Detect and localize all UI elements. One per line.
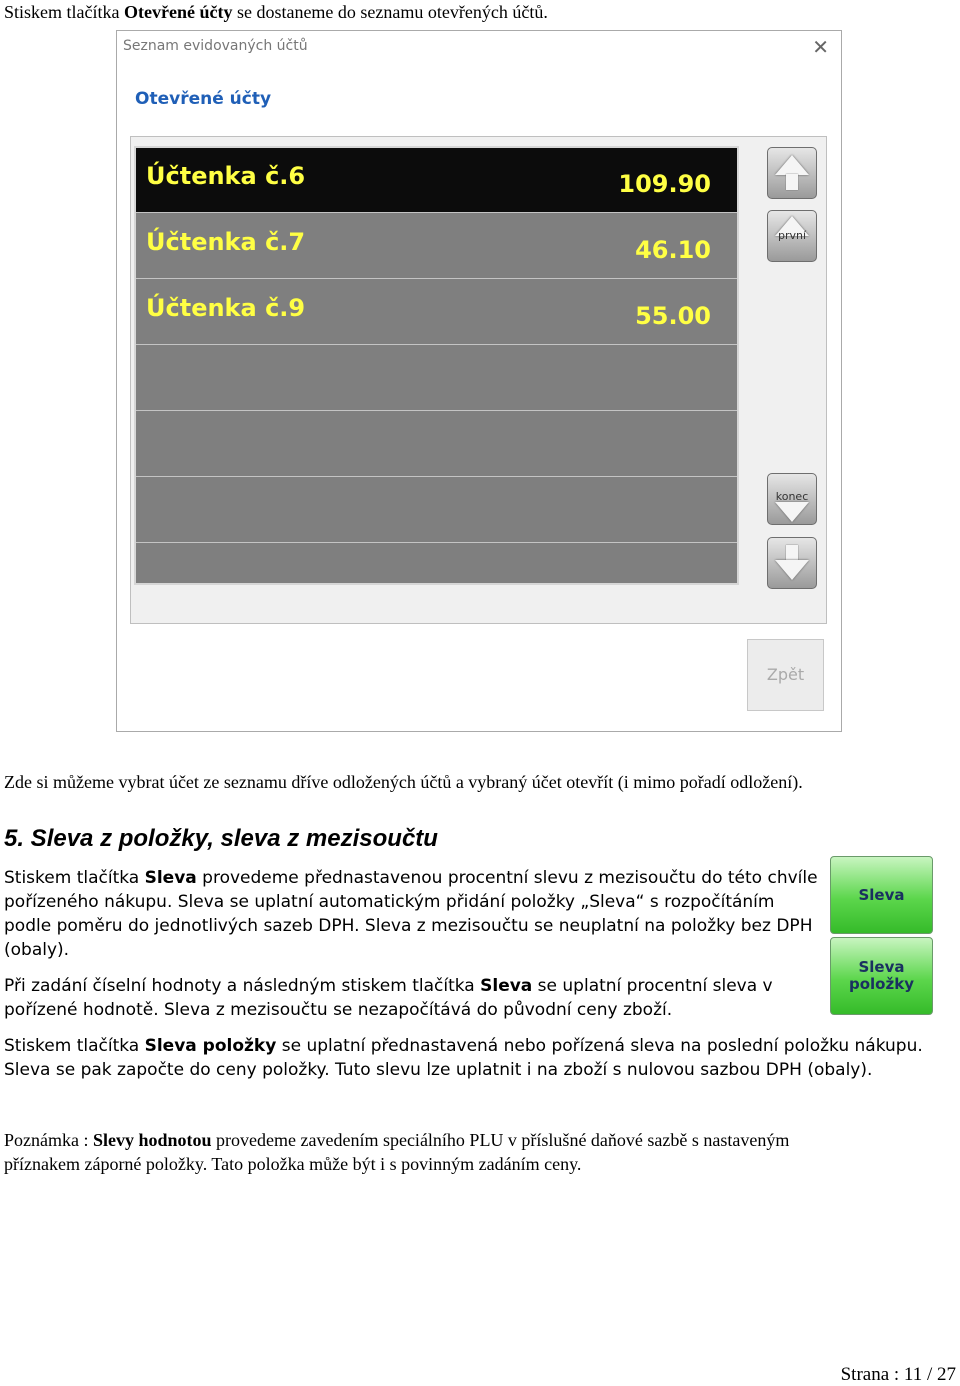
dialog-subtitle: Otevřené účty xyxy=(135,89,272,109)
receipt-list xyxy=(134,146,739,585)
dialog-explanation: Zde si můžeme vybrat účet ze seznamu dříve odložených účtů a vybraný účet otevřít (i mimo pořadí odložení). xyxy=(4,772,803,792)
text-span: se uplatní přednastavená nebo pořízená sleva na poslední položku nákupu. xyxy=(276,1036,923,1056)
scroll-last-button[interactable] xyxy=(767,473,817,525)
p1-line3: podle poměru do jednotlivých sazeb DPH. Sleva z mezisoučtu se neuplatní na položky bez DPH xyxy=(4,916,813,936)
text-span: Poznámka : xyxy=(4,1130,93,1150)
arrow-up-stem xyxy=(786,174,798,190)
text-span: Při zadání číselní hodnoty a následným stiskem tlačítka xyxy=(4,976,481,996)
arrow-down-icon xyxy=(775,502,809,522)
page-number: Strana : 11 / 27 xyxy=(840,1364,956,1385)
sleva-button[interactable] xyxy=(830,856,933,934)
scroll-down-button[interactable] xyxy=(767,537,817,589)
bold-term: Slevy hodnotou xyxy=(92,1130,212,1150)
accounts-dialog xyxy=(116,30,842,732)
receipt-name: Účtenka č.9 xyxy=(146,294,306,322)
receipt-row[interactable] xyxy=(136,280,737,345)
button-label: Sleva xyxy=(858,958,905,976)
receipt-name: Účtenka č.6 xyxy=(146,162,306,190)
p3-line1 xyxy=(4,1034,923,1058)
receipt-amount: 109.90 xyxy=(618,170,711,198)
button-label: Sleva xyxy=(858,885,905,904)
text-span: provedeme přednastavenou procentní slevu z mezisoučtu do této chvíle xyxy=(196,868,818,888)
text-span: Stiskem tlačítka xyxy=(4,1036,145,1056)
text-span: provedeme zavedením speciálního PLU v příslušné daňové sazbě s nastaveným xyxy=(211,1130,790,1150)
receipt-amount: 55.00 xyxy=(635,302,711,330)
intro-bold: Otevřené účty xyxy=(123,2,233,22)
text-span: se uplatní procentní sleva v xyxy=(532,976,773,996)
section-heading: 5. Sleva z položky, sleva z mezisoučtu xyxy=(4,825,438,852)
text-span: Stiskem tlačítka xyxy=(4,868,145,888)
receipt-row[interactable] xyxy=(136,412,737,477)
p1-line1 xyxy=(4,866,818,890)
last-label: konec xyxy=(775,490,809,503)
p2-line1 xyxy=(4,974,773,998)
arrow-down-stem xyxy=(786,545,798,561)
p3-line2: Sleva se pak započte do ceny položky. Tuto slevu lze uplatnit i na zboží s nulovou sazbou DPH (obaly). xyxy=(4,1060,873,1080)
back-button[interactable]: Zpět xyxy=(747,639,824,711)
receipt-row[interactable] xyxy=(136,478,737,543)
first-label: první xyxy=(777,229,807,242)
intro-text xyxy=(4,0,548,24)
scroll-first-button[interactable] xyxy=(767,210,817,262)
bold-term: Sleva položky xyxy=(144,1036,277,1056)
bold-term: Sleva xyxy=(144,868,197,888)
note-line2: příznakem záporné položky. Tato položka může být i s povinným zadáním ceny. xyxy=(4,1154,582,1174)
p1-line4: (obaly). xyxy=(4,940,70,960)
sleva-polozky-button[interactable] xyxy=(830,937,933,1015)
receipt-amount: 46.10 xyxy=(635,236,711,264)
receipt-row[interactable] xyxy=(136,148,737,213)
p2-line2: pořízené hodnotě. Sleva z mezisoučtu se nezapočítává do původní ceny zboží. xyxy=(4,1000,673,1020)
intro-pre: Stiskem tlačítka xyxy=(4,2,124,22)
bold-term: Sleva xyxy=(480,976,533,996)
dialog-title: Seznam evidovaných účtů xyxy=(123,38,308,54)
arrow-up-icon xyxy=(775,155,809,175)
scroll-up-button[interactable] xyxy=(767,147,817,199)
note-line1 xyxy=(4,1128,789,1152)
intro-post: se dostaneme do seznamu otevřených účtů. xyxy=(232,2,548,22)
button-label: položky xyxy=(849,975,914,993)
arrow-down-icon xyxy=(775,560,809,580)
receipt-row[interactable] xyxy=(136,214,737,279)
p1-line2: pořízeného nákupu. Sleva se uplatní automatickým přidání položky „Sleva“ s rozpočítáním xyxy=(4,892,775,912)
receipt-row[interactable] xyxy=(136,346,737,411)
close-icon[interactable]: ✕ xyxy=(812,35,829,59)
receipt-name: Účtenka č.7 xyxy=(146,228,306,256)
